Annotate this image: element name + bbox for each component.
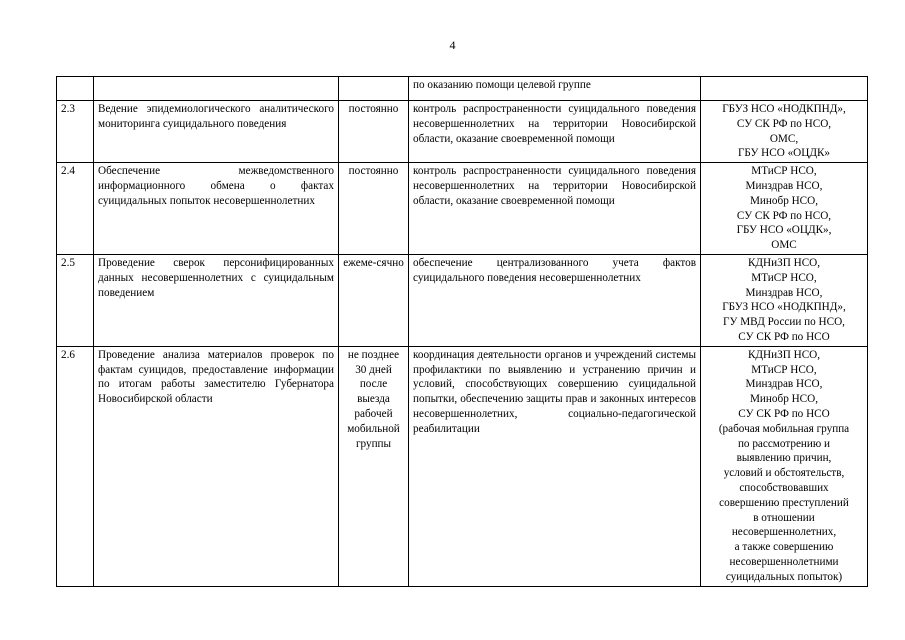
executor-line: ОМС,: [769, 132, 799, 145]
row-number-cell: 2.6: [57, 346, 94, 586]
executors-cell: [701, 254, 868, 346]
executor-line: в отношении: [753, 511, 815, 524]
event-cell: Проведение сверок персонифицированных данных несовершеннолетних с суицидальным поведением: [94, 254, 339, 346]
executor-line: условий и обстоятельств,: [723, 467, 845, 480]
executors-cell: [701, 101, 868, 163]
executor-line: способствовавших: [739, 481, 829, 494]
page-number: 4: [449, 38, 456, 52]
executor-line: КДНиЗП НСО,: [747, 256, 821, 269]
result-cell: обеспечение централизованного учета фактов суицидального поведения несовершеннолетних: [409, 254, 701, 346]
executor-line: по рассмотрению и: [737, 437, 831, 450]
executor-line: ГУ МВД России по НСО,: [723, 316, 845, 329]
executors-cell: [701, 346, 868, 586]
executor-line: ГБУЗ НСО «НОДКПНД»,: [722, 301, 846, 314]
table-row: [57, 163, 868, 255]
executor-line: СУ СК РФ по НСО: [738, 330, 830, 343]
event-cell: Обеспечение межведомственного информационного обмена о фактах суицидальных попыток несовершеннолетних: [94, 163, 339, 255]
table-row: [57, 254, 868, 346]
term-cell: [339, 77, 409, 101]
executor-line: несовершеннолетними: [729, 555, 839, 568]
table-row: [57, 77, 868, 101]
row-number-cell: [57, 77, 94, 101]
executor-line: ГБУ НСО «ОЦДК»,: [736, 224, 832, 237]
term-cell: постоянно: [339, 163, 409, 255]
executor-line: а также совершению: [734, 541, 834, 554]
row-number-cell: 2.3: [57, 101, 94, 163]
executor-line: несовершеннолетних,: [731, 526, 837, 539]
executor-line: суицидальных попыток): [725, 570, 843, 583]
executor-line: совершению преступлений: [719, 496, 849, 509]
executor-line: Минздрав НСО,: [745, 286, 823, 299]
event-cell: Ведение эпидемиологического аналитического мониторинга суицидального поведения: [94, 101, 339, 163]
executor-line: ГБУЗ НСО «НОДКПНД»,: [722, 103, 846, 115]
executor-line: МТиСР НСО,: [751, 165, 817, 178]
result-cell: по оказанию помощи целевой группе: [409, 77, 701, 101]
executor-line: Минобр НСО,: [749, 393, 818, 406]
executor-line: выявлению причин,: [736, 452, 832, 465]
executor-line: МТиСР НСО,: [751, 363, 817, 376]
executor-line: МТиСР НСО,: [751, 271, 817, 284]
executor-line: Минздрав НСО,: [745, 378, 823, 391]
measures-table: [56, 76, 868, 587]
executor-line: СУ СК РФ по НСО,: [736, 117, 832, 130]
table-row: [57, 346, 868, 586]
term-cell: ежеме-сячно: [339, 254, 409, 346]
result-cell: контроль распространенности суицидального поведения несовершеннолетних на территории Новосибирской области, оказание своевременной помощи: [409, 101, 701, 163]
executor-line: КДНиЗП НСО,: [747, 348, 821, 361]
executor-line: Минздрав НСО,: [745, 179, 823, 192]
executor-line: СУ СК РФ по НСО: [738, 407, 830, 420]
executors-cell: [701, 163, 868, 255]
executor-line: СУ СК РФ по НСО,: [736, 209, 832, 222]
table-row: [57, 101, 868, 163]
term-cell: не позднее 30 дней после выезда рабочей мобильной группы: [339, 346, 409, 586]
term-cell: постоянно: [339, 101, 409, 163]
executor-line: (рабочая мобильная группа: [718, 422, 850, 435]
executor-line: ОМС: [771, 239, 797, 252]
result-cell: координация деятельности органов и учреждений системы профилактики по выявлению и устранению причин и условий, способствующих совершению суицидальной попытки, обеспечению защиты прав и законных интересов несовершеннолетних, социально-педагогической реабилитации: [409, 346, 701, 586]
executors-cell: [701, 77, 868, 101]
executor-line: ГБУ НСО «ОЦДК»: [737, 147, 831, 160]
executor-line: Минобр НСО,: [749, 194, 818, 207]
event-cell: [94, 77, 339, 101]
result-cell: контроль распространенности суицидального поведения несовершеннолетних на территории Новосибирской области, оказание своевременной помощи: [409, 163, 701, 255]
row-number-cell: 2.4: [57, 163, 94, 255]
event-cell: Проведение анализа материалов проверок по фактам суицидов, предоставление информации по итогам работы заместителю Губернатора Новосибирской области: [94, 346, 339, 586]
row-number-cell: 2.5: [57, 254, 94, 346]
